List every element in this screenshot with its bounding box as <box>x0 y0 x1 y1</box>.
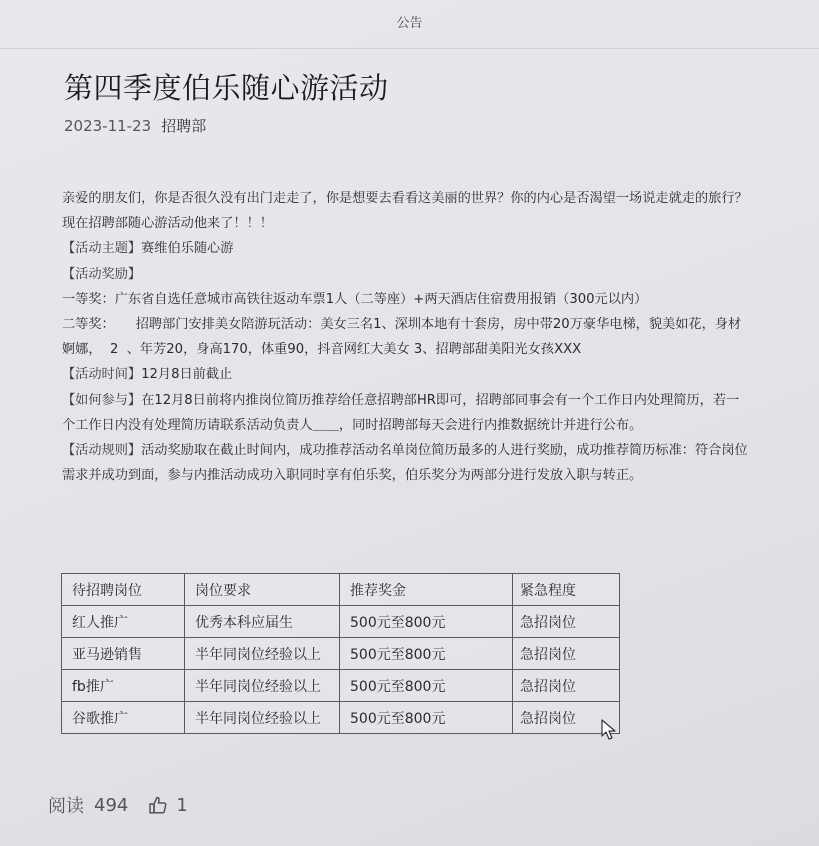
table-row <box>62 702 620 734</box>
reward-tag: 【活动奖励】 <box>62 266 142 282</box>
how-tag: 【如何参与】 <box>62 392 142 408</box>
table-cell: 急招岗位 <box>513 638 620 670</box>
header-title: 公告 <box>396 16 423 31</box>
table-header: 推荐奖金 <box>340 574 513 606</box>
table-cell: 谷歌推广 <box>62 702 185 734</box>
time-tag: 【活动时间】 <box>62 367 142 383</box>
table-header: 岗位要求 <box>185 574 340 606</box>
table-cell: 亚马逊销售 <box>62 638 185 670</box>
article-meta <box>64 115 206 136</box>
rules-tag: 【活动规则】 <box>62 443 142 459</box>
like-count: 1 <box>176 794 188 816</box>
prize1-line: 一等奖：广东省自选任意城市高铁往返动车票1人（二等座）+两天酒店住宿费用报销（300元以内） <box>62 291 648 307</box>
table-cell: 半年同岗位经验以上 <box>185 702 340 734</box>
table-row <box>62 638 620 670</box>
table-cell: 半年同岗位经验以上 <box>185 670 340 702</box>
intro-paragraph: 亲爱的朋友们，你是否很久没有出门走走了，你是想要去看看这美丽的世界？你的内心是否渴望一场说走就走的旅行？现在招聘部随心游活动他来了！！！ <box>62 191 748 232</box>
table-cell: 500元至800元 <box>340 702 513 734</box>
read-label: 阅读 <box>48 796 84 817</box>
article-date: 2023-11-23 <box>64 117 152 135</box>
table-cell: 500元至800元 <box>340 670 513 702</box>
time-line <box>62 362 752 387</box>
article-author: 招聘部 <box>161 117 207 135</box>
theme-line <box>62 236 752 261</box>
theme-tag: 【活动主题】 <box>62 241 142 257</box>
how-text: 在12月8日前将内推岗位简历推荐给任意招聘部HR即可，招聘部同事会有一个工作日内处理简历，若一个工作日内没有处理简历请联系活动负责人＿＿，同时招聘部每天会进行内推数据统计并进行公布。 <box>62 392 740 433</box>
table-cell: 急招岗位 <box>513 606 620 638</box>
table-cell: 急招岗位 <box>513 702 620 734</box>
table-cell: 500元至800元 <box>340 606 513 638</box>
article-title: 第四季度伯乐随心游活动 <box>64 71 389 105</box>
reward-line <box>62 262 752 287</box>
positions-table <box>61 573 620 734</box>
table-cell: 半年同岗位经验以上 <box>185 638 340 670</box>
table-cell: 500元至800元 <box>340 638 513 670</box>
prize2-line: 二等奖： 招聘部门安排美女陪游玩活动：美女三名1、深圳本地有十套房，房中带20万豪华电梯，貌美如花，身材婀娜， 2 、年芳20，身高170，体重90，抖音网红大美女 3、招聘部甜美阳光女孩XXX <box>62 317 742 358</box>
mouse-pointer-icon <box>600 719 618 741</box>
table-header: 紧急程度 <box>513 574 620 606</box>
table-row <box>62 606 620 638</box>
table-cell: 急招岗位 <box>513 670 620 702</box>
theme-text: 赛维伯乐随心游 <box>141 241 234 257</box>
rules-line <box>62 438 752 488</box>
table-header: 待招聘岗位 <box>62 574 185 606</box>
table-row <box>62 670 620 702</box>
table-cell: fb推广 <box>62 670 185 702</box>
rules-text: 活动奖励取在截止时间内，成功推荐活动名单岗位简历最多的人进行奖励，成功推荐简历标准：符合岗位需求并成功到面，参与内推活动成功入职同时享有伯乐奖，伯乐奖分为两部分进行发放入职与转正。 <box>62 443 748 484</box>
article-footer <box>48 792 188 818</box>
thumbs-up-icon[interactable] <box>148 795 168 815</box>
read-count: 494 <box>94 794 129 816</box>
how-line <box>62 388 752 438</box>
article-body <box>62 186 752 488</box>
table-header-row <box>62 574 620 606</box>
table-cell: 红人推广 <box>62 606 185 638</box>
top-bar <box>0 0 819 49</box>
time-text: 12月8日前截止 <box>141 367 233 383</box>
table-cell: 优秀本科应届生 <box>185 606 340 638</box>
